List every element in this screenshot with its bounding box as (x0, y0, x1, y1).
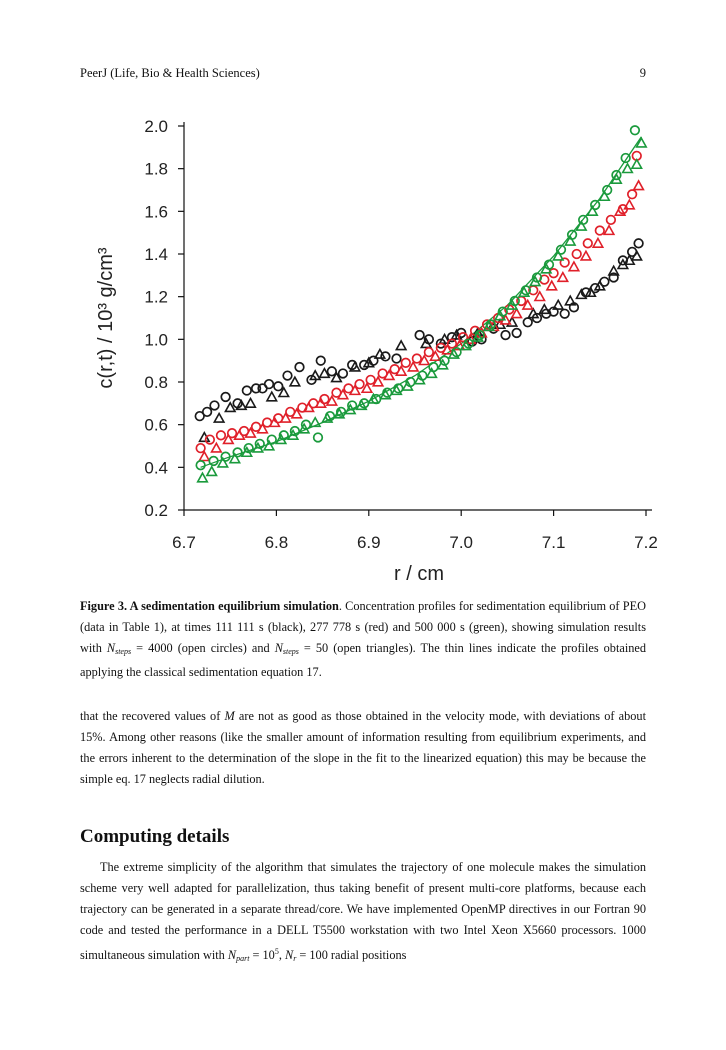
data-point-red-circle (628, 190, 637, 199)
section-heading: Computing details (80, 826, 230, 847)
data-point-red-triangle (569, 262, 579, 271)
x-axis-label: r / cm (394, 563, 444, 585)
data-point-black-triangle (553, 300, 563, 309)
y-tick-label: 2.0 (144, 117, 168, 136)
data-point-red-triangle (634, 181, 644, 190)
data-point-red-circle (366, 376, 375, 385)
caption-text: . Concentration profiles for sedimentation equilibrium of PEO (data in Table 1), at times 111 111 s (black), 277 778 s (red) and 500 000 s (green), showing simulation results with (80, 599, 646, 655)
data-point-green-triangle (632, 160, 642, 169)
caption-label: Figure 3. (80, 599, 128, 613)
x-tick-label: 7.2 (634, 533, 658, 552)
y-tick-label: 0.4 (144, 458, 168, 478)
data-point-green-triangle (218, 458, 228, 467)
figure-caption (80, 596, 646, 683)
data-point-black-circle (501, 331, 510, 340)
data-point-red-triangle (625, 200, 635, 209)
data-point-black-triangle (350, 362, 360, 371)
x-tick-label: 6.7 (172, 533, 196, 552)
caption-var: N (274, 641, 283, 655)
data-point-green-triangle (565, 236, 575, 245)
data-point-black-circle (415, 331, 424, 340)
caption-subscript: steps (282, 647, 299, 656)
y-tick-label: 1.4 (144, 245, 168, 264)
data-point-black-circle (243, 386, 252, 395)
data-point-green-triangle (623, 164, 633, 173)
data-point-black-circle (560, 309, 569, 318)
data-point-black-circle (634, 239, 643, 248)
data-point-green-triangle (553, 251, 563, 260)
caption-title: A sedimentation equilibrium simulation (127, 599, 339, 613)
para-subscript: r (293, 954, 297, 964)
body-paragraph-1 (80, 706, 646, 790)
data-point-black-circle (210, 401, 219, 410)
data-point-red-circle (206, 435, 215, 444)
y-tick-label: 0.6 (144, 415, 168, 435)
data-point-green-triangle (230, 454, 240, 463)
data-point-black-circle (265, 380, 274, 389)
data-point-red-circle (607, 216, 616, 225)
para-text: The extreme simplicity of the algorithm that simulates the trajectory of one molecule makes the simulation scheme very well adapted for parallelization, thus taking benefit of present multi-core platforms, because each trajectory can be generated in a separate thread/core. We have implemented OpenMP directives in our Fortran 90 code and tested the performance in a DELL T5500 workstation with two Intel Xeon X5660 processors. 1000 simultaneous simulation with (80, 860, 646, 963)
para-superscript: 5 (274, 947, 279, 956)
data-point-red-triangle (558, 273, 568, 282)
data-point-red-triangle (212, 443, 222, 452)
y-tick-label: 1.0 (144, 330, 168, 350)
data-point-red-circle (583, 239, 592, 248)
data-point-green-triangle (588, 207, 598, 216)
y-tick-label: 1.2 (144, 287, 168, 307)
data-point-green-triangle (207, 467, 217, 476)
para-text: = 10 (249, 948, 275, 963)
data-point-red-circle (413, 354, 422, 363)
data-point-black-circle (339, 369, 348, 378)
caption-text: = 50 (open triangles). The thin lines indicate the profiles obtained applying the classical sedimentation equation 17. (80, 641, 646, 679)
data-point-red-circle (425, 348, 434, 357)
data-point-black-circle (221, 393, 230, 402)
data-point-black-triangle (396, 341, 406, 350)
data-point-black-circle (512, 329, 521, 338)
data-point-red-circle (196, 444, 205, 453)
data-point-red-circle (596, 226, 605, 235)
x-tick-label: 6.9 (356, 533, 381, 552)
y-tick-label: 0.2 (144, 501, 168, 520)
data-point-black-triangle (267, 392, 277, 401)
data-point-green-circle (631, 126, 640, 135)
figure-3-chart (78, 108, 658, 588)
para-subscript: part (236, 954, 250, 964)
data-point-black-triangle (565, 296, 575, 305)
data-point-black-triangle (200, 433, 210, 442)
data-point-black-circle (283, 371, 292, 380)
data-point-black-circle (295, 363, 304, 372)
data-point-red-triangle (615, 207, 625, 216)
data-point-green-circle (314, 433, 323, 442)
data-point-black-triangle (214, 413, 224, 422)
y-tick-label: 0.8 (144, 373, 168, 392)
scatter-plot (78, 108, 658, 588)
data-point-red-triangle (604, 226, 614, 235)
journal-name: PeerJ (Life, Bio & Health Sciences) (80, 66, 260, 80)
data-point-green-triangle (427, 369, 437, 378)
y-axis-label: c(r,t) / 10³ g/cm³ (95, 247, 117, 389)
caption-subscript: steps (115, 647, 132, 656)
x-tick-label: 7.1 (541, 533, 566, 552)
data-point-black-circle (274, 382, 283, 391)
data-point-black-circle (392, 354, 401, 363)
para-text: , (278, 948, 285, 963)
data-point-green-circle (196, 461, 205, 470)
caption-var: N (106, 641, 116, 655)
body-paragraph-2 (80, 857, 646, 969)
para-var: N (285, 948, 294, 963)
caption-text: = 4000 (open circles) and (131, 641, 275, 655)
data-point-green-triangle (198, 473, 208, 482)
y-tick-label: 1.6 (144, 202, 168, 222)
x-tick-label: 7.0 (449, 533, 474, 552)
para-text: that the recovered values of (80, 709, 225, 723)
data-point-red-triangle (593, 239, 603, 248)
para-var: N (227, 948, 237, 963)
data-point-red-circle (401, 359, 410, 368)
para-text: are not as good as those obtained in the velocity mode, with deviations of about 15%. Among other reasons (like the smaller amount of information resulting from equilibrium experiments, and the errors inherent to the determination of the slope in the fit to the linearized equation) this may be because the simple eq. 17 neglects radial dilution. (80, 709, 646, 786)
page-number: 9 (639, 66, 646, 80)
data-point-black-circle (316, 356, 325, 365)
para-var: M (224, 709, 235, 723)
data-point-red-triangle (581, 251, 591, 260)
y-tick-label: 1.8 (144, 159, 168, 179)
x-tick-label: 6.8 (264, 533, 289, 552)
data-point-black-circle (203, 408, 212, 417)
para-text: = 100 radial positions (296, 948, 407, 963)
data-point-black-triangle (375, 349, 385, 358)
data-point-black-circle (523, 318, 532, 327)
data-point-red-circle (572, 250, 581, 259)
data-point-black-triangle (246, 399, 256, 408)
data-point-red-circle (217, 431, 226, 440)
